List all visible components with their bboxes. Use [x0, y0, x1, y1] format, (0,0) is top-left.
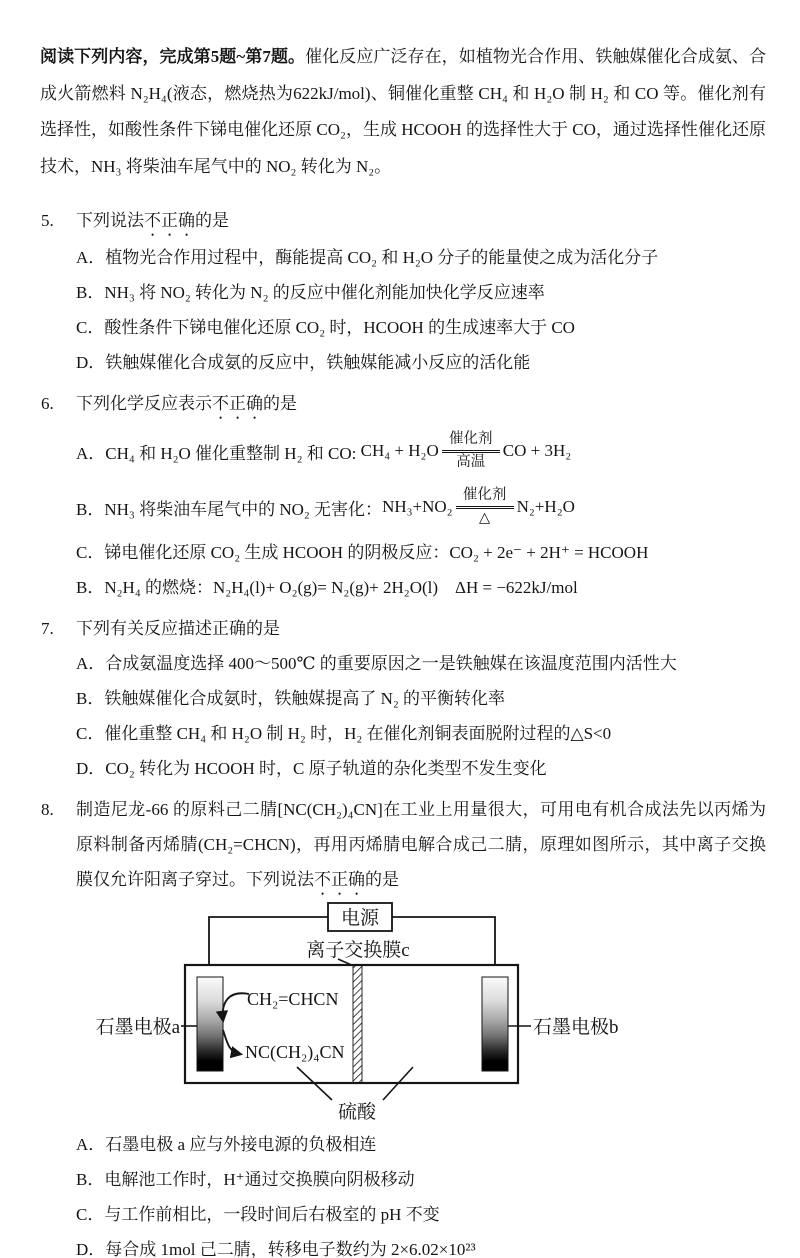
intro-text: 催化反应广泛存在，如植物光合作用、铁触媒催化合成氨、合成火箭燃料 N₂H₄(液态，燃烧热为622kJ/mol)、铜催化重整 CH₄ 和 H₂O 制 H₂ 和 CO 等。催化剂有选择性，如酸性条件下锑电催化还原 CO₂，生成 HCOOH 的选择性大于 CO，通过选择性催化还原技术，NH₃ 将柴油车尾气中的 NO₂ 转化为 N₂。: [40, 47, 766, 176]
reaction-condition-sign: [456, 487, 514, 527]
question-6-title: [76, 386, 766, 423]
q8-option-c: C．与工作前相比，一段时间后右极室的 pH 不变: [76, 1205, 440, 1224]
equation-lead: CH₄ 和 H₂O 催化重整制 H₂ 和 CO:: [105, 443, 361, 463]
option-label: A．: [76, 443, 106, 463]
question-5-number: 5.: [41, 211, 54, 230]
stem-text: 制造尼龙-66 的原料己二腈[NC(CH₂)₄CN]在工业上用量很大，可用电有机合成法先以丙烯为原料制备丙烯腈(CH₂=CHCN)，再用丙烯腈电解合成己二腈，原理如图所示，其中离子交换膜仅允许阳离子穿过。下列说法: [76, 800, 766, 889]
q5-option-c: C．酸性条件下锑电催化还原 CO₂ 时，HCOOH 的生成速率大于 CO: [76, 318, 575, 337]
electrolysis-diagram: [76, 897, 766, 1127]
equation-rhs: CO + 3H₂: [502, 441, 572, 460]
question-7: [40, 611, 766, 786]
equation-lhs: NH₃+NO₂: [382, 497, 453, 516]
q5-option-d: D．铁触媒催化合成氨的反应中，铁触媒能减小反应的活化能: [76, 353, 531, 372]
power-supply-label: 电源: [340, 908, 380, 929]
question-6: [40, 386, 766, 605]
q8-option-a: A．石墨电极 a 应与外接电源的负极相连: [76, 1135, 377, 1154]
question-5: [40, 203, 766, 380]
q6-option-b-equation: [76, 479, 766, 535]
title-emphasized: 不正确: [212, 394, 263, 413]
equation-rhs: N₂+H₂O: [516, 497, 575, 516]
double-line: [442, 450, 500, 453]
question-5-title: [76, 203, 766, 240]
condition-catalyst: 催化剂: [462, 487, 507, 503]
q7-option-d: D．CO₂ 转化为 HCOOH 时，C 原子轨道的杂化类型不发生变化: [76, 759, 547, 778]
q7-option-a: A．合成氨温度选择 400～500℃ 的重要原因之一是铁触媒在该温度范围内活性大: [76, 654, 677, 673]
reactant-formula: CH₂=CHCN: [247, 989, 339, 1009]
ion-exchange-membrane: [353, 965, 362, 1083]
question-8-stem: [76, 792, 766, 897]
q7-option-c: C．催化重整 CH₄ 和 H₂O 制 H₂ 时，H₂ 在催化剂铜表面脱附过程的△S<0: [76, 724, 612, 743]
question-7-title: 下列有关反应描述正确的是: [76, 619, 280, 638]
question-7-number: 7.: [41, 619, 54, 638]
q6-option-c: C．锑电催化还原 CO₂ 生成 HCOOH 的阴极反应：CO₂ + 2e⁻ + 2H⁺ = HCOOH: [76, 543, 649, 562]
reaction-condition-sign: [442, 431, 500, 471]
electrolyte-label: 硫酸: [337, 1102, 377, 1123]
stem-text: 的是: [365, 870, 399, 889]
title-text: 下列化学反应表示: [76, 394, 212, 413]
intro-paragraph: [40, 39, 766, 186]
q7-option-b: B．铁触媒催化合成氨时，铁触媒提高了 N₂ 的平衡转化率: [76, 689, 506, 708]
condition-delta: △: [479, 510, 491, 526]
condition-catalyst: 催化剂: [448, 431, 493, 447]
q6-option-d: B．N₂H₄ 的燃烧：N₂H₄(l)+ O₂(g)= N₂(g)+ 2H₂O(l) ΔH = −622kJ/mol: [76, 578, 578, 597]
graphite-electrode-b: [482, 977, 508, 1071]
q5-option-b: B．NH₃ 将 NO₂ 转化为 N₂ 的反应中催化剂能加快化学反应速率: [76, 283, 545, 302]
q8-option-b: B．电解池工作时，H⁺通过交换膜向阴极移动: [76, 1170, 415, 1189]
stem-emphasized: 不正确: [314, 870, 365, 889]
q8-option-d: D．每合成 1mol 己二腈，转移电子数约为 2×6.02×10²³: [76, 1240, 476, 1258]
electrode-a-label: 石墨电极a: [95, 1017, 180, 1038]
membrane-label: 离子交换膜c: [306, 940, 410, 961]
intro-bold-lead: 阅读下列内容，完成第5题~第7题。: [40, 47, 306, 66]
graphite-electrode-a: [197, 977, 223, 1071]
cell-tank: [185, 965, 518, 1083]
electrode-b-label: 石墨电极b: [533, 1017, 619, 1038]
question-8: [40, 792, 766, 1258]
equation-lhs: CH₄ + H₂O: [360, 441, 439, 460]
title-text: 的是: [195, 211, 229, 230]
title-text: 下列说法: [76, 211, 144, 230]
question-6-number: 6.: [41, 394, 54, 413]
option-label: B．: [76, 499, 105, 519]
product-formula: NC(CH₂)₄CN: [245, 1042, 345, 1062]
double-line: [456, 506, 514, 509]
title-text: 的是: [263, 394, 297, 413]
title-emphasized: 不正确: [144, 211, 195, 230]
condition-temperature: 高温: [456, 454, 486, 470]
question-8-number: 8.: [41, 800, 54, 819]
equation-lead: NH₃ 将柴油车尾气中的 NO₂ 无害化：: [104, 499, 383, 519]
electrolysis-cell-svg: [70, 897, 650, 1127]
q5-option-a: A．植物光合作用过程中，酶能提高 CO₂ 和 H₂O 分子的能量使之成为活化分子: [76, 248, 659, 267]
q6-option-a-equation: [76, 423, 766, 479]
